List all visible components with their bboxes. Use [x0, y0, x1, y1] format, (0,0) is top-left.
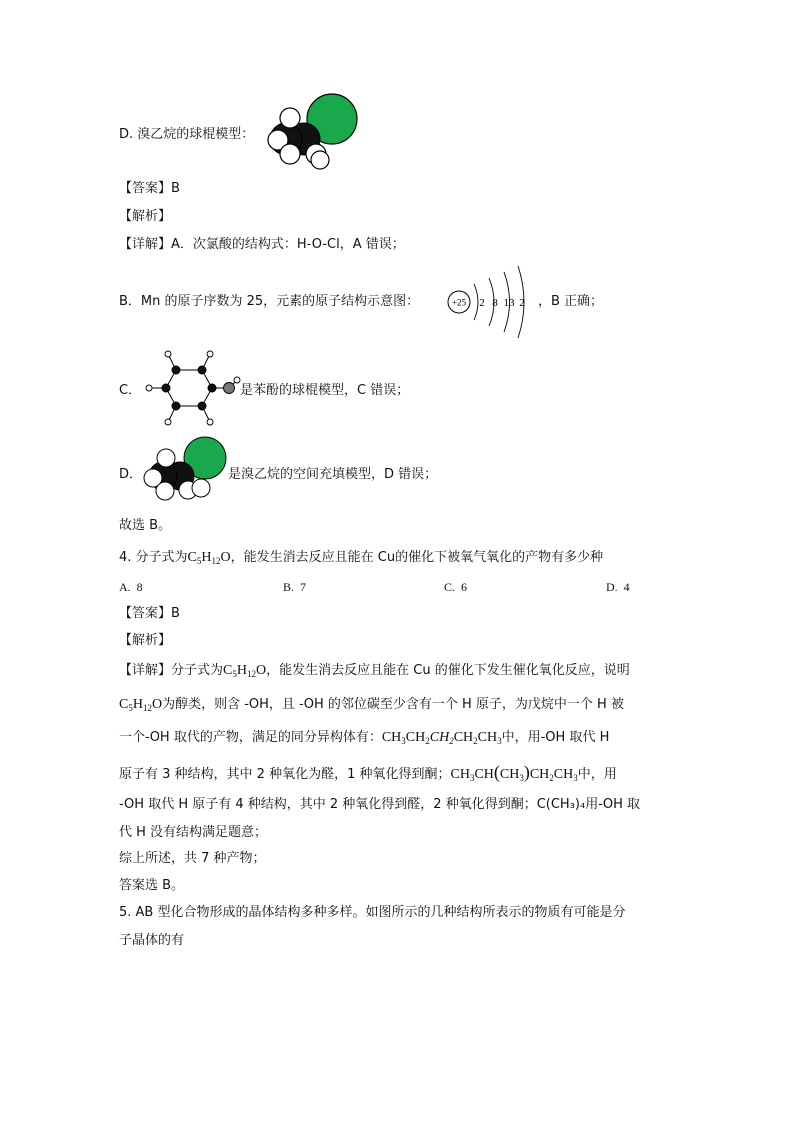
choice-a[interactable] [119, 579, 143, 595]
answer-3: 【答案】B [119, 181, 180, 196]
choice-a-value: 8 [136, 580, 143, 594]
mn-shell-2: 8 [492, 297, 498, 309]
mn-atomic-structure-diagram [444, 266, 534, 342]
detail-4-text-e2: 中，用 [577, 767, 617, 782]
choice-b-value: 7 [300, 580, 307, 594]
bromoethane-space-filling-model [144, 436, 228, 500]
formula-c-count: 5 [196, 556, 202, 566]
mn-nucleus-charge: +25 [451, 297, 467, 308]
bromoethane-ball-stick-model [268, 94, 363, 169]
choice-c-value: 6 [461, 580, 468, 594]
question-4-rest: ，能发生消去反应且能在 Cu的催化下被氧气氧化的产物有多少种 [230, 550, 604, 565]
formula-h: H [236, 663, 247, 678]
option-b-line [119, 293, 419, 311]
detail-a: 【详解】A．次氯酸的结构式：H-O-Cl，A 错误； [119, 237, 405, 252]
detail-4-text-e: 原子有 3 种结构，其中 2 种氧化为醛，1 种氧化得到酮； [119, 767, 451, 782]
choice-d-letter: D. [606, 580, 618, 594]
detail-4-line-3 [119, 729, 609, 750]
choice-d-value: 4 [623, 580, 630, 594]
analysis-4: 【解析】 [119, 633, 172, 648]
formula-h-count: 12 [211, 556, 221, 566]
question-5-line-1: 5. AB 型化合物形成的晶体结构多种多样。如图所示的几种结构所表示的物质有可能是分 [119, 905, 626, 920]
choice-c-letter: C. [444, 580, 456, 594]
formula-c-count: 5 [128, 703, 133, 713]
option-d2-prefix: D． [119, 467, 143, 482]
detail-4-line-4 [119, 763, 617, 787]
formula-o: O [255, 663, 267, 678]
detail-4-text-d2: 中，用-OH 取代 H [501, 730, 610, 745]
formula-c5h12o-3 [119, 697, 162, 712]
formula-h: H [201, 550, 212, 565]
detail-4-line-7: 综上所述，共 7 种产物； [119, 851, 266, 866]
formula-h: H [132, 697, 143, 712]
detail-4-line-6: 代 H 没有结构满足题意； [119, 825, 268, 840]
choice-c[interactable] [444, 579, 467, 595]
question-5-line-2: 子晶体的有 [119, 933, 185, 948]
formula-c5h12o [188, 550, 231, 565]
detail-4-text-b: ，能发生消去反应且能在 Cu 的催化下发生催化氧化反应，说明 [266, 663, 630, 678]
option-b-text: B．Mn 的原子序数为 25，元素的原子结构示意图： [119, 294, 420, 309]
formula-o: O [220, 550, 231, 565]
question-4-lead: 4. 分子式为 [119, 550, 188, 565]
mn-shell-4: 2 [519, 297, 525, 309]
option-c-prefix: C． [119, 383, 142, 398]
option-d-top [119, 126, 254, 144]
formula-n-pentane: $CH_3CH_2CH_2CH_2CH_3$ [381, 730, 502, 746]
formula-c: C [119, 697, 129, 712]
detail-4-text-d: 一个-OH 取代的产物，满足的同分异构体有： [119, 730, 382, 745]
mn-shell-3: 13 [503, 297, 515, 309]
analysis-3: 【解析】 [119, 209, 172, 224]
option-d-top-text: D. 溴乙烷的球棍模型： [119, 127, 255, 142]
mn-shell-1: 2 [479, 297, 485, 309]
formula-h-count: 12 [142, 703, 152, 713]
formula-c: C [223, 663, 233, 678]
option-c-suffix: 是苯酚的球棍模型，C 错误； [240, 383, 410, 398]
detail-4-line-8: 答案选 B。 [119, 878, 185, 893]
detail-4-line-2 [119, 696, 624, 717]
formula-h-count: 12 [246, 669, 256, 679]
question-4 [119, 549, 603, 570]
option-d2-suffix: 是溴乙烷的空间充填模型，D 错误； [228, 467, 438, 482]
formula-o: O [151, 697, 163, 712]
formula-c-count: 5 [232, 669, 237, 679]
formula-isopentane: $CH_3CH(CH_3)CH_2CH_3$ [450, 762, 578, 783]
formula-c5h12o-2 [223, 663, 266, 678]
detail-4-line-5: -OH 取代 H 原子有 4 种结构，其中 2 种氧化得到醛，2 种氧化得到酮；C(CH₃)₄用-OH 取 [119, 797, 641, 812]
phenol-ball-stick-model [140, 346, 240, 430]
detail-4-line-1 [119, 662, 630, 683]
option-b-suffix: ，B 正确； [538, 294, 604, 309]
formula-c: C [187, 550, 197, 565]
choice-b-letter: B. [283, 580, 295, 594]
answer-4: 【答案】B [119, 606, 180, 621]
detail-4-lead: 【详解】分子式为 [119, 663, 224, 678]
pick-3: 故选 B。 [119, 518, 172, 533]
detail-4-text-c: 为醇类，则含 -OH，且 -OH 的邻位碳至少含有一个 H 原子，为戊烷中一个 H 被 [162, 697, 624, 712]
choice-d[interactable] [606, 579, 630, 595]
choice-b[interactable] [283, 579, 306, 595]
choice-a-letter: A. [119, 580, 131, 594]
